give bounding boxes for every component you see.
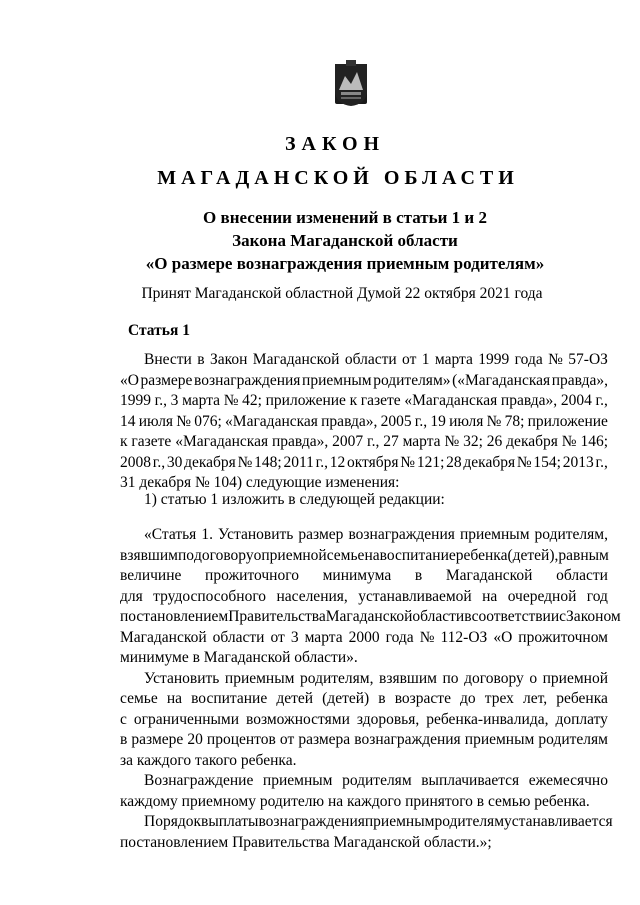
word: Законом (566, 608, 621, 625)
word: до (460, 690, 476, 707)
text-line (120, 453, 608, 474)
word: 1999 (478, 351, 510, 368)
word: для (120, 587, 143, 605)
word: родителям, (534, 526, 608, 543)
region-title: МАГАДАНСКОЙ ОБЛАСТИ (157, 167, 519, 189)
word: 57-ОЗ (568, 351, 608, 368)
text-line (120, 607, 621, 628)
word: декабря (184, 453, 236, 471)
text-line (120, 669, 608, 690)
word: в (414, 567, 423, 584)
word: № (486, 412, 502, 430)
word: постановлением (120, 608, 229, 625)
word: 2008 (120, 453, 151, 471)
word: № (516, 453, 532, 471)
word: возможностями (246, 710, 350, 728)
word: 1. (201, 526, 213, 543)
article-heading: Статья 1 (128, 322, 190, 339)
word: приложение (265, 392, 346, 409)
word: вознаграждения (258, 813, 365, 830)
word: г., (595, 453, 608, 471)
word: доплату (555, 710, 608, 728)
word: правда», (551, 371, 608, 389)
word: области (556, 567, 608, 584)
word: приемной (542, 669, 608, 687)
word: равным (558, 546, 609, 564)
word: лет, (523, 690, 548, 707)
word: 2013 (562, 453, 594, 471)
word: устанавливается (504, 813, 613, 830)
word: в (197, 351, 205, 368)
word: 2004 (560, 392, 592, 409)
word: Правительства (228, 608, 326, 625)
word: 3 (170, 392, 179, 409)
word: приемным (364, 813, 435, 830)
text-line: за каждого такого ребенка. (120, 751, 297, 769)
word: Магаданской (445, 567, 533, 584)
word: правда», (271, 433, 329, 450)
word: устанавливаемой (358, 587, 472, 605)
word: Порядок (144, 813, 201, 830)
word: 19 (430, 412, 446, 430)
word: «Магаданская (404, 392, 498, 409)
word: «Магаданская (225, 412, 318, 430)
word: 27 (383, 433, 399, 450)
word: в (464, 608, 472, 625)
text-line (120, 525, 608, 546)
word: правда», (321, 412, 378, 430)
word: газете (131, 433, 172, 450)
word: на (482, 587, 498, 605)
word: о (253, 546, 262, 564)
text-line (120, 546, 608, 567)
word: июля (449, 412, 484, 430)
word: Магаданской (325, 608, 413, 625)
word: 26 (486, 433, 503, 450)
word: размера (298, 731, 351, 748)
word: 30 (166, 453, 183, 471)
word: марта (434, 351, 473, 368)
word: приемным (459, 526, 530, 543)
word: трех (484, 690, 514, 707)
text-line (120, 812, 613, 833)
word: семье (326, 546, 365, 564)
text-line: 31 декабря № 104) следующие изменения: (120, 474, 400, 491)
word: «Статья (144, 526, 197, 543)
word: приемным (262, 772, 333, 789)
word: года (385, 628, 414, 646)
word: детей (276, 690, 314, 707)
word: вознаграждения (194, 371, 301, 389)
word: 12 (329, 453, 346, 471)
word: 1 (421, 351, 430, 368)
word: ребенка (556, 690, 608, 707)
intro-paragraph (120, 350, 608, 494)
text-line (120, 566, 608, 587)
word: декабря (463, 453, 516, 471)
word: к (120, 433, 128, 450)
word: родителям (538, 731, 608, 748)
text-line: каждому приемному родителю на каждого принятого в семью ребенка. (120, 792, 590, 810)
text-line: минимуме в Магаданской области». (120, 649, 358, 666)
coat-of-arms-icon (331, 60, 371, 108)
word: ограниченными (133, 710, 239, 728)
word: здоровья, (356, 710, 420, 728)
word: 14 (120, 412, 136, 430)
word: правда», (500, 392, 558, 409)
word: о (529, 669, 538, 687)
word: октября (346, 453, 399, 471)
word: марта (304, 628, 343, 646)
subtitle-line: О внесении изменений в статьи 1 и 2 (203, 208, 487, 227)
word: 2005 (380, 412, 412, 430)
word: г., (366, 433, 380, 450)
word: взявшим (379, 669, 437, 687)
word: от (279, 731, 295, 748)
word: марта (402, 433, 441, 450)
word: к (349, 392, 358, 409)
word: родителям (342, 772, 412, 789)
word: 2000 (348, 628, 380, 646)
word: № (419, 628, 435, 646)
word: № (444, 433, 460, 450)
word: г., (315, 453, 328, 471)
text-line (120, 412, 608, 433)
word: на (166, 690, 182, 707)
word: № (223, 392, 239, 409)
word: размере (131, 731, 184, 748)
word: года (514, 351, 543, 368)
word: выплачивается (421, 772, 520, 789)
text-line (120, 391, 608, 412)
adoption-note: Принят Магаданской областной Думой 22 октября 2021 года (141, 285, 543, 302)
word: («Магаданская (452, 371, 551, 389)
text-line (120, 771, 608, 792)
word: процентов (206, 731, 276, 748)
word: по (177, 546, 194, 564)
word: июля (138, 412, 174, 430)
word: «О (493, 628, 513, 646)
word: договору (193, 546, 254, 564)
text-line (120, 371, 608, 392)
word: 3 (290, 628, 299, 646)
word: 1999 (120, 392, 151, 409)
word: ребенка-инвалида, (426, 710, 549, 728)
word: области (412, 608, 465, 625)
word: 076; (194, 412, 222, 430)
word: (детей), (507, 546, 559, 564)
word: очередной (507, 587, 577, 605)
word: 28 (446, 453, 462, 471)
word: родителям, (300, 669, 374, 687)
law-subtitle (0, 206, 640, 275)
word: 42; (242, 392, 262, 409)
word: прожиточного (205, 567, 299, 584)
text-line (120, 710, 608, 731)
word: приложение (527, 412, 608, 430)
text-line (120, 689, 608, 710)
word: размере (140, 371, 193, 389)
word: приемным (464, 731, 535, 748)
word: Закон (209, 351, 248, 368)
word: минимума (322, 567, 392, 584)
text-line (120, 628, 608, 649)
word: вознаграждения (348, 526, 455, 543)
word: родителям (434, 813, 504, 830)
word: по (442, 669, 459, 687)
word: газете (360, 392, 401, 409)
word: 148; (254, 453, 282, 471)
word: марта (182, 392, 221, 409)
word: родителям» (373, 371, 451, 389)
word: год (586, 587, 608, 605)
word: приемной (261, 546, 327, 564)
word: с (559, 608, 567, 625)
word: № (548, 351, 563, 368)
text-line: постановлением Правительства Магаданской области.»; (120, 833, 492, 851)
word: Магаданской (120, 628, 207, 646)
word: Установить (218, 526, 294, 543)
word: с (120, 710, 127, 728)
word: выплаты (201, 813, 259, 830)
word: г., (414, 412, 428, 430)
word: 2007 (332, 433, 364, 450)
word: вознаграждения (354, 731, 461, 748)
word: приемным (302, 371, 372, 389)
word: взявшим (120, 546, 178, 564)
word: 20 (187, 731, 203, 748)
word: от (402, 351, 417, 368)
word: № (237, 453, 253, 471)
word: величине (120, 567, 182, 584)
text-line: 1) статью 1 изложить в следующей редакции: (144, 491, 445, 508)
word: 78; (504, 412, 525, 430)
word: ребенка (455, 546, 508, 564)
word: № (176, 412, 192, 430)
word: от (270, 628, 285, 646)
word: 32; (463, 433, 483, 450)
word: воспитание (191, 690, 268, 707)
word: 146; (580, 433, 608, 450)
word: 154; (533, 453, 561, 471)
word: Вознаграждение (144, 772, 254, 789)
word: в (378, 690, 386, 707)
word: приемным (224, 669, 295, 687)
item-paragraph (120, 490, 608, 511)
word: Установить (144, 669, 220, 687)
word: 121; (416, 453, 445, 471)
subtitle-line: «О размере вознаграждения приемным родителям» (145, 254, 545, 273)
word: «Магаданская (175, 433, 269, 450)
word: г., (595, 392, 608, 409)
word: № (561, 433, 577, 450)
word: воспитание (379, 546, 456, 564)
subtitle-line: Закона Магаданской области (232, 231, 458, 250)
text-line (120, 350, 608, 371)
text-line (120, 587, 608, 608)
word: г., (154, 392, 168, 409)
word: прожиточном (518, 628, 608, 646)
word: населения, (276, 587, 348, 605)
word: Внести (144, 351, 192, 368)
word: (детей) (322, 690, 370, 707)
word: 2011 (283, 453, 314, 471)
word: г., (152, 453, 166, 471)
word: на (364, 546, 380, 564)
word: декабря (506, 433, 558, 450)
word: 112-ОЗ (440, 628, 488, 646)
word: области (344, 351, 397, 368)
word: № (400, 453, 416, 471)
word: размер (298, 526, 344, 543)
word: семье (120, 690, 158, 707)
word: в (120, 731, 128, 748)
text-line (120, 730, 608, 751)
word: трудоспособного (153, 587, 267, 605)
text-line (120, 432, 608, 453)
word: Магаданской (252, 351, 340, 368)
word: договору (464, 669, 524, 687)
word: области (212, 628, 265, 646)
quoted-article (120, 525, 621, 853)
word: соответствии (471, 608, 560, 625)
word: «О (120, 371, 139, 389)
document-title: ЗАКОН (284, 133, 386, 155)
word: ежемесячно (528, 772, 608, 789)
word: возрасте (394, 690, 451, 707)
